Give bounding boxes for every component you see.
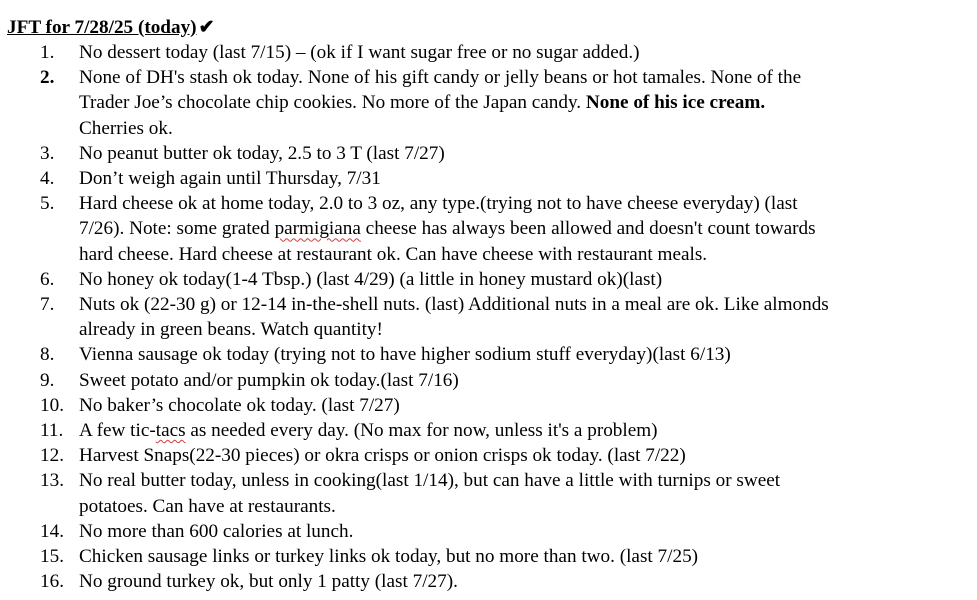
item-text: No dessert today (last 7/15) – (ok if I want sugar free or no sugar added.) bbox=[79, 42, 640, 63]
list-item-14 bbox=[0, 519, 977, 544]
item-number: 10. bbox=[40, 394, 64, 416]
list-item-9 bbox=[0, 368, 977, 393]
item-text-line-2: potatoes. Can have at restaurants. bbox=[79, 495, 336, 517]
item-number: 6. bbox=[40, 268, 55, 290]
list-item-15 bbox=[0, 544, 977, 569]
item-text-segment: as needed every day. (No max for now, unless it's a problem) bbox=[185, 420, 658, 442]
list-item-1 bbox=[0, 40, 977, 65]
item-text bbox=[79, 418, 977, 443]
list-item-16 bbox=[0, 569, 977, 594]
item-text: No ground turkey ok, but only 1 patty (last 7/27). bbox=[79, 571, 458, 593]
item-text: No honey ok today(1-4 Tbsp.) (last 4/29) (a little in honey mustard ok)(last) bbox=[79, 268, 663, 290]
list-item-12 bbox=[0, 443, 977, 468]
list-item-10 bbox=[0, 393, 977, 418]
item-number: 14. bbox=[40, 520, 64, 542]
list-item-8 bbox=[0, 342, 977, 367]
item-text: No more than 600 calories at lunch. bbox=[79, 520, 354, 542]
item-number: 1. bbox=[40, 42, 55, 63]
item-number: 5. bbox=[40, 193, 55, 215]
item-number: 7. bbox=[40, 294, 55, 316]
item-text-line-3: hard cheese. Hard cheese at restaurant ok. Can have cheese with restaurant meals. bbox=[79, 243, 708, 265]
item-number: 11. bbox=[40, 420, 64, 442]
list-item-3 bbox=[0, 141, 977, 166]
list-item-5 bbox=[0, 191, 977, 267]
item-text: Don’t weigh again until Thursday, 7/31 bbox=[79, 168, 381, 190]
item-number: 8. bbox=[40, 344, 55, 366]
item-text: Nuts ok (22-30 g) or 12-14 in-the-shell nuts. (last) Additional nuts in a meal are ok. Like almonds bbox=[79, 294, 829, 316]
item-text: No baker’s chocolate ok today. (last 7/27) bbox=[79, 394, 400, 416]
item-number: 2. bbox=[40, 67, 55, 89]
document-title bbox=[7, 15, 215, 40]
list-item-13 bbox=[0, 468, 977, 518]
item-text: Vienna sausage ok today (trying not to have higher sodium stuff everyday)(last 6/13) bbox=[79, 344, 731, 366]
rule-list bbox=[0, 40, 977, 594]
list-item-6 bbox=[0, 267, 977, 292]
item-number: 13. bbox=[40, 470, 64, 492]
item-number: 15. bbox=[40, 546, 64, 568]
item-text-line-2 bbox=[79, 90, 977, 115]
item-text: No peanut butter ok today, 2.5 to 3 T (last 7/27) bbox=[79, 142, 445, 164]
list-item-7 bbox=[0, 292, 977, 342]
item-number: 9. bbox=[40, 369, 55, 391]
item-text-segment: A few tic- bbox=[79, 420, 156, 442]
list-item-4 bbox=[0, 166, 977, 191]
item-text-segment: cheese has always been allowed and doesn't count towards bbox=[360, 218, 816, 240]
item-text: Sweet potato and/or pumpkin ok today.(last 7/16) bbox=[79, 369, 459, 391]
item-number: 12. bbox=[40, 445, 64, 467]
item-number: 3. bbox=[40, 142, 55, 164]
item-text-line-3: Cherries ok. bbox=[79, 117, 173, 139]
bold-emphasis: None of his ice cream. bbox=[585, 92, 766, 114]
list-item-2 bbox=[0, 65, 977, 141]
list-item-11 bbox=[0, 418, 977, 443]
item-text-segment: Trader Joe’s chocolate chip cookies. No more of the Japan candy. bbox=[79, 92, 586, 114]
check-mark-icon: ✔ bbox=[198, 17, 215, 38]
item-text: Chicken sausage links or turkey links ok today, but no more than two. (last 7/25) bbox=[79, 546, 699, 568]
item-number: 4. bbox=[40, 168, 55, 190]
item-text: Hard cheese ok at home today, 2.0 to 3 oz, any type.(trying not to have cheese everyday) (last bbox=[79, 193, 798, 215]
spellcheck-word: tacs bbox=[155, 420, 186, 442]
item-text-segment: 7/26). Note: some grated bbox=[79, 218, 275, 240]
item-text: No real butter today, unless in cooking(last 1/14), but can have a little with turnips or sweet bbox=[79, 470, 781, 492]
item-number: 16. bbox=[40, 571, 64, 593]
spellcheck-word: parmigiana bbox=[274, 218, 361, 240]
title-text: JFT for 7/28/25 (today) bbox=[7, 17, 197, 38]
item-text: None of DH's stash ok today. None of his gift candy or jelly beans or hot tamales. None of the bbox=[79, 67, 802, 89]
item-text-line-2 bbox=[79, 216, 977, 241]
item-text: Harvest Snaps(22-30 pieces) or okra crisps or onion crisps ok today. (last 7/22) bbox=[79, 445, 686, 467]
item-text-line-2: already in green beans. Watch quantity! bbox=[79, 319, 383, 341]
